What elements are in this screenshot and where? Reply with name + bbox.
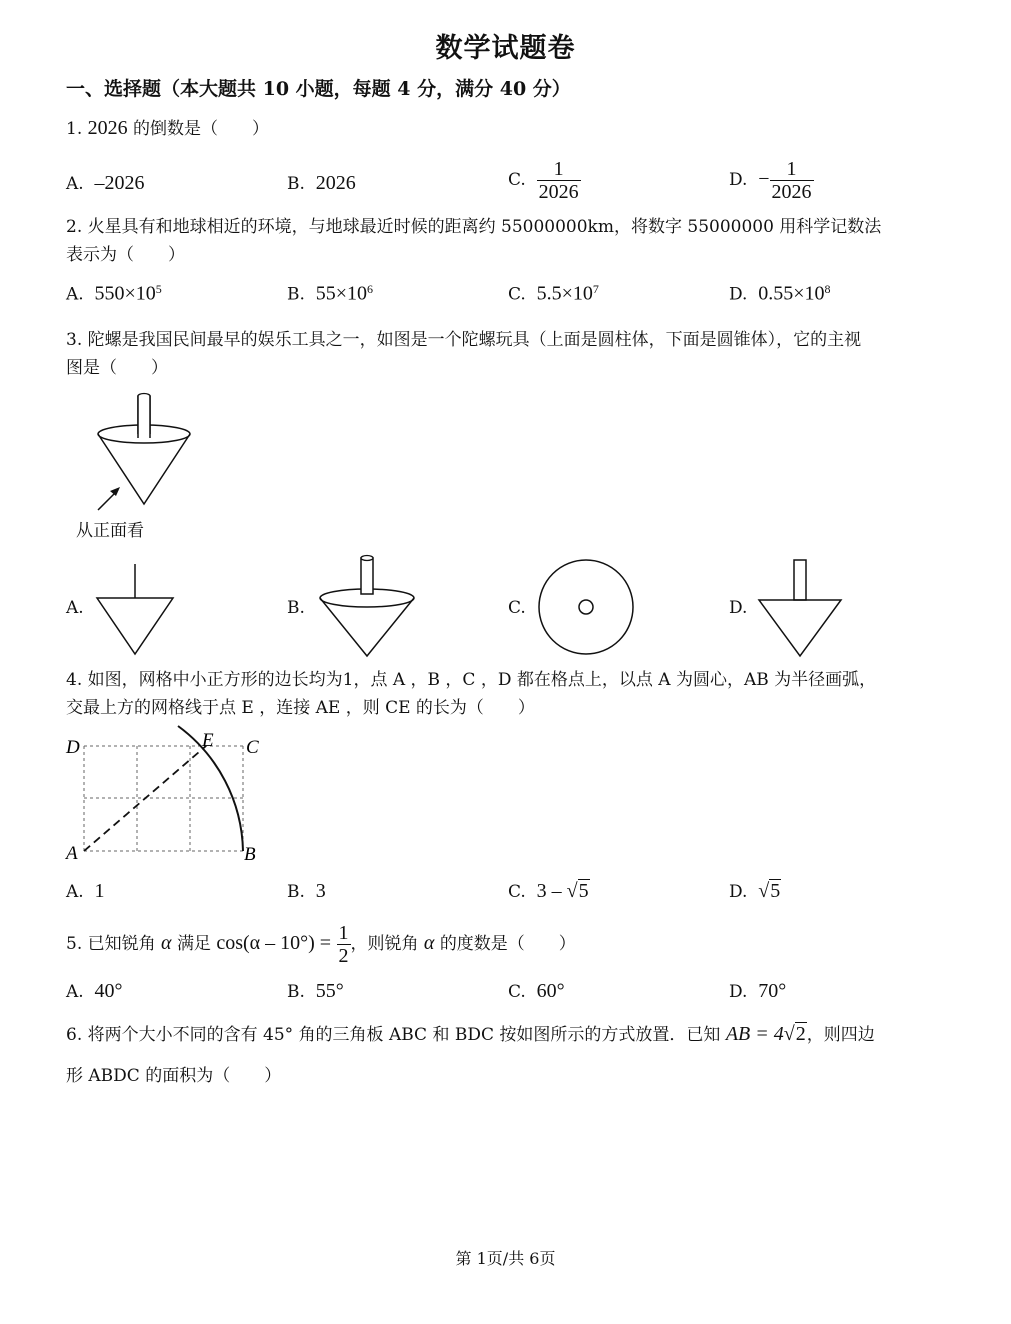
point-b-label: B xyxy=(244,844,256,865)
sqrt: √5 xyxy=(758,880,781,902)
question-2-line2: 表示为（ ） xyxy=(66,245,185,265)
question-5: 5. 已知锐角 α 满足 cos(α – 10°) = $\frac{1}{2}$ ，则锐角 α 的度数是（ ） xyxy=(66,922,576,967)
q3-option-a-figure xyxy=(92,558,182,658)
q1-option-d[interactable]: D. − $\frac{1}{2026}$ xyxy=(729,158,812,203)
q1-value: 2026 xyxy=(87,117,128,139)
sqrt: √2 xyxy=(783,1023,806,1045)
point-a-label: A xyxy=(66,843,78,864)
q3-option-b-figure xyxy=(312,552,422,662)
figure-caption: 从正面看 xyxy=(76,521,144,541)
q3-option-b-label[interactable]: B. xyxy=(287,598,305,618)
q1-option-b[interactable]: B. 2026 xyxy=(287,172,356,194)
q5-option-c[interactable]: C. 60° xyxy=(508,980,565,1002)
sqrt: √5 xyxy=(566,880,589,902)
question-6-line1: 6. 将两个大小不同的含有 45° 角的三角板 ABC 和 BDC 按如图所示的方式放置．已知 AB = 4√2，则四边 xyxy=(66,1023,875,1045)
question-3-line1: 3. 陀螺是我国民间最早的娱乐工具之一，如图是一个陀螺玩具（上面是圆柱体，下面是圆锥体），它的主视 xyxy=(66,330,862,350)
page-footer: 第 1页/共 6页 xyxy=(455,1249,556,1268)
q4-option-b[interactable]: B. 3 xyxy=(287,880,326,902)
question-3-line2: 图是（ ） xyxy=(66,358,168,378)
fraction: $\frac{1}{2}$ xyxy=(338,922,349,967)
question-1 xyxy=(66,114,269,143)
question-6-line2: 形 ABDC 的面积为（ ） xyxy=(66,1066,282,1086)
q2-option-b[interactable]: B. $55\times 10^6$ xyxy=(287,282,373,305)
q3-option-d-figure xyxy=(754,552,854,662)
q4-option-a[interactable]: A. 1 xyxy=(66,880,105,902)
q5-option-a[interactable]: A. 40° xyxy=(66,980,123,1002)
q3-option-d-label[interactable]: D. xyxy=(729,598,748,618)
grid-figure xyxy=(60,724,270,864)
q5-option-b[interactable]: B. 55° xyxy=(287,980,344,1002)
point-c-label: C xyxy=(246,737,259,758)
q3-option-c-label[interactable]: C. xyxy=(508,598,526,618)
spinning-top-figure xyxy=(80,390,220,520)
q1-option-a[interactable]: A. –2026 xyxy=(66,172,145,194)
q2-option-a[interactable]: A. $550\times 10^5$ xyxy=(66,282,162,305)
point-d-label: D xyxy=(66,737,80,758)
q4-option-d[interactable]: D. √5 xyxy=(729,880,781,902)
q1-text: 的倒数是（ ） xyxy=(133,119,270,139)
point-e-label: E xyxy=(202,730,214,751)
q2-option-d[interactable]: D. $0.55\times 10^8$ xyxy=(729,282,831,305)
page-title: 数学试题卷 xyxy=(435,33,576,64)
q1-option-c[interactable]: C. $\frac{1}{2026}$ xyxy=(508,158,579,203)
q4-option-c[interactable]: C. 3 – √5 xyxy=(508,880,589,902)
question-4-line2: 交最上方的网格线于点 E ，连接 AE ，则 CE 的长为（ ） xyxy=(66,698,535,718)
q3-option-a-label[interactable]: A. xyxy=(66,598,84,618)
section-heading: 一、选择题（本大题共 10 小题，每题 4 分，满分 40 分） xyxy=(66,78,571,100)
question-number: 1. xyxy=(66,119,83,139)
q3-option-c-figure xyxy=(532,554,642,664)
q2-option-c[interactable]: C. $5.5\times 10^7$ xyxy=(508,282,599,305)
question-2-line1: 2. 火星具有和地球相近的环境，与地球最近时候的距离约 55000000km，将数字 55000000 用科学记数法 xyxy=(66,217,882,237)
fraction: $\frac{1}{2026}$ xyxy=(771,158,812,203)
fraction: $\frac{1}{2026}$ xyxy=(538,158,579,203)
q5-option-d[interactable]: D. 70° xyxy=(729,980,787,1002)
question-4-line1: 4. 如图，网格中小正方形的边长均为1，点 A ，B ，C ，D 都在格点上，以点 A 为圆心，AB 为半径画弧， xyxy=(66,670,877,690)
